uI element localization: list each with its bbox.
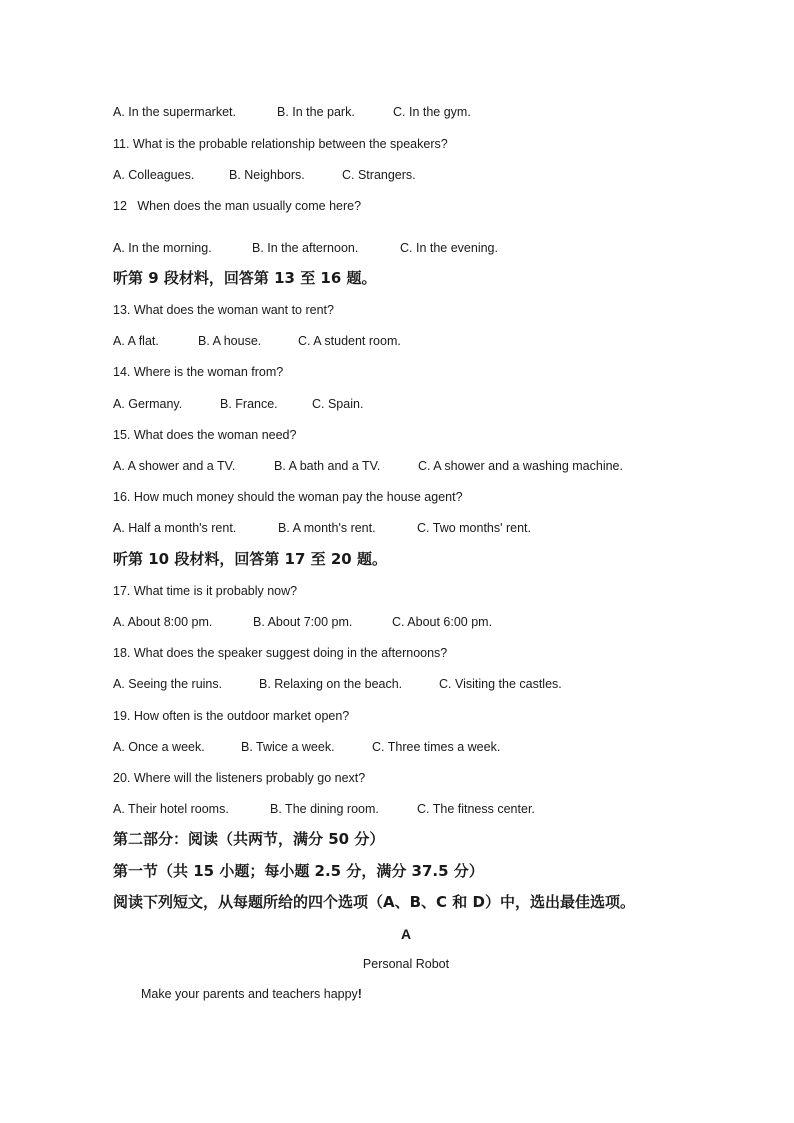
q12-option-b: B. In the afternoon. <box>252 241 359 255</box>
q18-option-a: A. Seeing the ruins. <box>113 677 223 691</box>
passage-first-line-text: Make your parents and teachers happy <box>141 987 358 1001</box>
q19-option-c: C. Three times a week. <box>372 740 501 754</box>
q15-option-c: C. A shower and a washing machine. <box>418 459 623 473</box>
section-10-heading: 听第 10 段材料，回答第 17 至 20 题。 <box>113 550 387 568</box>
q20-option-a: A. Their hotel rooms. <box>113 802 229 816</box>
q16-question: 16. How much money should the woman pay the house agent? <box>113 490 463 504</box>
q12-question: 12 When does the man usually come here? <box>113 199 362 213</box>
q17-option-a: A. About 8:00 pm. <box>113 615 213 629</box>
q11-option-c: C. Strangers. <box>342 168 416 182</box>
section-1-heading: 第一节（共 15 小题；每小题 2.5 分，满分 37.5 分） <box>113 862 484 880</box>
q15-option-a: A. A shower and a TV. <box>113 459 236 473</box>
part-2-heading: 第二部分：阅读（共两节，满分 50 分） <box>113 830 385 848</box>
q18-option-c: C. Visiting the castles. <box>439 677 562 691</box>
q13-option-c: C. A student room. <box>298 334 401 348</box>
q14-question: 14. Where is the woman from? <box>113 365 284 379</box>
passage-first-line <box>141 987 362 1001</box>
q17-question: 17. What time is it probably now? <box>113 584 298 598</box>
q18-option-b: B. Relaxing on the beach. <box>259 677 403 691</box>
q10-option-a: A. In the supermarket. <box>113 105 236 119</box>
q19-question: 19. How often is the outdoor market open? <box>113 709 350 723</box>
passage-letter: A <box>400 926 412 942</box>
q17-option-c: C. About 6:00 pm. <box>392 615 493 629</box>
q11-option-b: B. Neighbors. <box>229 168 305 182</box>
passage-title: Personal Robot <box>362 957 450 971</box>
q14-option-b: B. France. <box>220 397 278 411</box>
q15-question: 15. What does the woman need? <box>113 428 297 442</box>
q11-question: 11. What is the probable relationship between the speakers? <box>113 137 448 151</box>
q13-option-a: A. A flat. <box>113 334 159 348</box>
q13-question: 13. What does the woman want to rent? <box>113 303 334 317</box>
q13-option-b: B. A house. <box>198 334 262 348</box>
q17-option-b: B. About 7:00 pm. <box>253 615 353 629</box>
q16-option-c: C. Two months' rent. <box>417 521 532 535</box>
q18-question: 18. What does the speaker suggest doing in the afternoons? <box>113 646 448 660</box>
q20-option-b: B. The dining room. <box>270 802 379 816</box>
q10-option-c: C. In the gym. <box>393 105 471 119</box>
q20-question: 20. Where will the listeners probably go next? <box>113 771 366 785</box>
section-9-heading: 听第 9 段材料，回答第 13 至 16 题。 <box>113 269 377 287</box>
q12-option-c: C. In the evening. <box>400 241 498 255</box>
passage-first-line-exclamation: ! <box>357 987 362 1001</box>
q16-option-a: A. Half a month's rent. <box>113 521 237 535</box>
q19-option-a: A. Once a week. <box>113 740 205 754</box>
q14-option-a: A. Germany. <box>113 397 183 411</box>
q11-option-a: A. Colleagues. <box>113 168 195 182</box>
reading-instructions: 阅读下列短文，从每题所给的四个选项（A、B、C 和 D）中，选出最佳选项。 <box>113 893 635 911</box>
q16-option-b: B. A month's rent. <box>278 521 376 535</box>
q19-option-b: B. Twice a week. <box>241 740 335 754</box>
q20-option-c: C. The fitness center. <box>417 802 535 816</box>
q14-option-c: C. Spain. <box>312 397 364 411</box>
q12-option-a: A. In the morning. <box>113 241 212 255</box>
q15-option-b: B. A bath and a TV. <box>274 459 381 473</box>
q10-option-b: B. In the park. <box>277 105 355 119</box>
